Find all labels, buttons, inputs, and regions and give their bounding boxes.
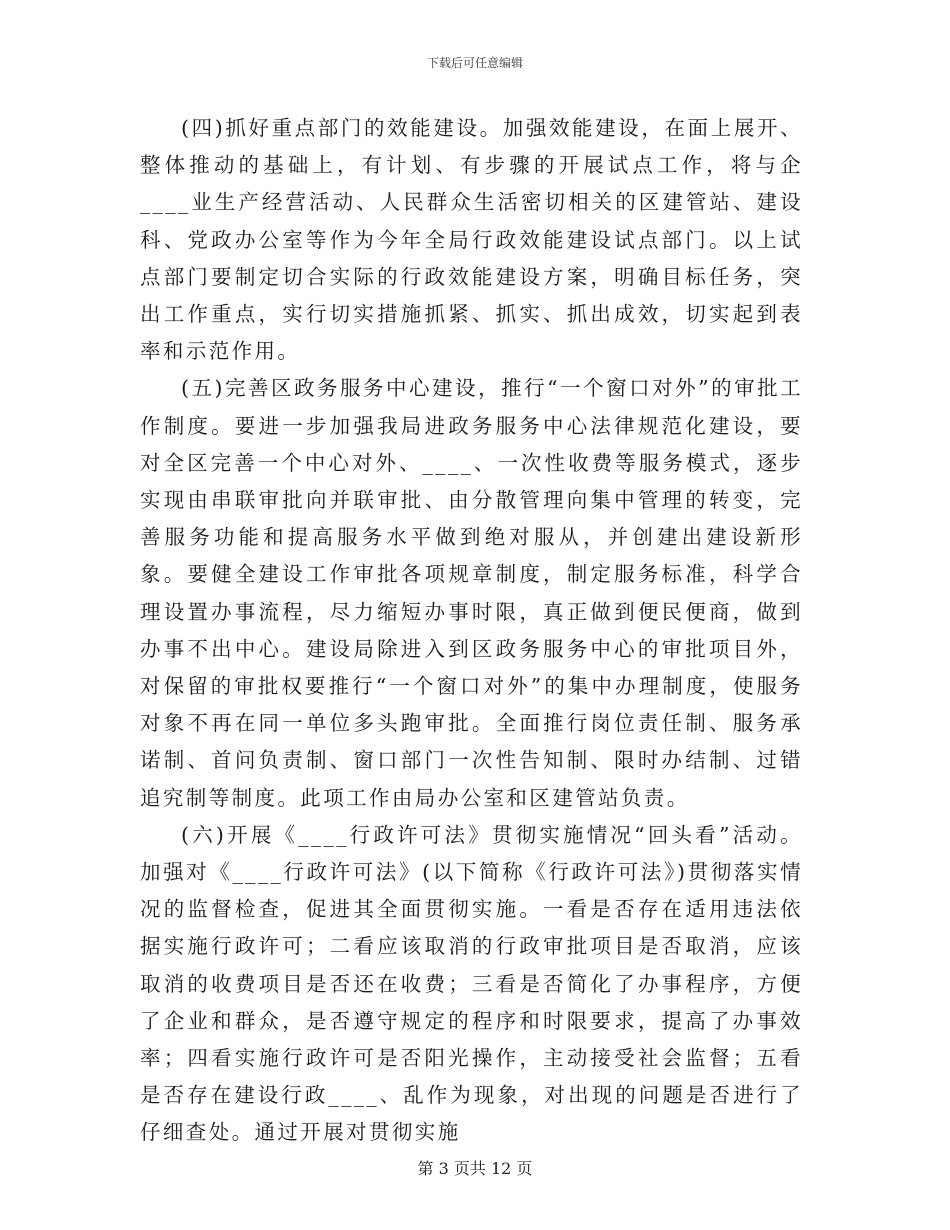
document-body (140, 110, 803, 1152)
paragraph-section-6: (六)开展《____行政许可法》贯彻实施情况“回头看”活动。加强对《____行政许可法》(以下简称《行政许可法》)贯彻落实情况的监督检查，促进其全面贯彻实施。一看是否存在适用违法依据实施行政许可；二看应该取消的行政审批项目是否取消，应该取消的收费项目是否还在收费；三看是否简化了办事程序，方便了企业和群众，是否遵守规定的程序和时限要求，提高了办事效率；四看实施行政许可是否阳光操作，主动接受社会监督；五看是否存在建设行政____、乱作为现象，对出现的问题是否进行了仔细查处。通过开展对贯彻实施 (140, 822, 803, 1145)
paragraph-section-5: (五)完善区政务服务中心建设，推行“一个窗口对外”的审批工作制度。要进一步加强我局进政务服务中心法律规范化建设，要对全区完善一个中心对外、____、一次性收费等服务模式，逐步实现由串联审批向并联审批、由分散管理向集中管理的转变，完善服务功能和提高服务水平做到绝对服从，并创建出建设新形象。要健全建设工作审批各项规章制度，制定服务标准，科学合理设置办事流程，尽力缩短办事时限，真正做到便民便商，做到办事不出中心。建设局除进入到区政务服务中心的审批项目外，对保留的审批权要推行“一个窗口对外”的集中办理制度，使服务对象不再在同一单位多头跑审批。全面推行岗位责任制、服务承诺制、首问负责制、窗口部门一次性告知制、限时办结制、过错追究制等制度。此项工作由局办公室和区建管站负责。 (140, 376, 803, 810)
page-header-note: 下载后可任意编辑 (426, 56, 523, 70)
paragraph-section-4: (四)抓好重点部门的效能建设。加强效能建设，在面上展开、整体推动的基础上，有计划、有步骤的开展试点工作，将与企____业生产经营活动、人民群众生活密切相关的区建管站、建设科、党政办公室等作为今年全局行政效能建设试点部门。以上试点部门要制定切合实际的行政效能建设方案，明确目标任务，突出工作重点，实行切实措施抓紧、抓实、抓出成效，切实起到表率和示范作用。 (140, 116, 803, 364)
page-number: 第 3 页共 12 页 (417, 1159, 533, 1178)
